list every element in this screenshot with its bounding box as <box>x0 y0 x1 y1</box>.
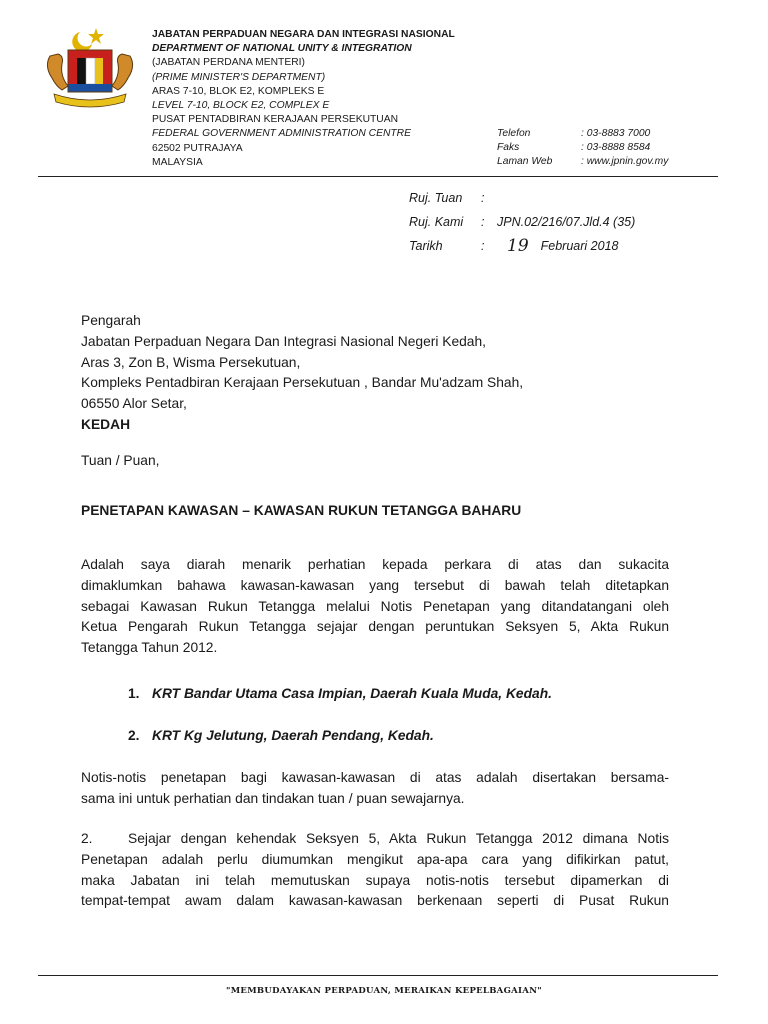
coat-of-arms-logo <box>40 26 140 108</box>
paragraph-line: Notis-notis penetapan bagi kawasan-kawasan di atas adalah disertakan bersama- <box>81 770 669 785</box>
address-state: KEDAH <box>81 416 131 432</box>
contact-row-website <box>497 155 668 169</box>
paragraph-line: dimaklumkan bahawa kawasan-kawasan yang tersebut di bawah telah ditetapkan <box>81 577 669 593</box>
paragraph-line: Penetapan adalah perlu diumumkan mengikut apa-apa cara yang difikirkan patut, <box>81 851 669 867</box>
paragraph-line <box>81 829 669 850</box>
recipient-address <box>81 311 523 436</box>
reference-block <box>409 186 635 258</box>
ref-colon: : <box>481 215 485 229</box>
list-number: 1. <box>128 686 140 701</box>
ref-row-tarikh <box>409 234 635 258</box>
paragraph-line: sama ini untuk perhatian dan tindakan tuan / puan sewajarnya. <box>81 790 465 806</box>
list-text: KRT Bandar Utama Casa Impian, Daerah Kuala Muda, Kedah. <box>152 686 552 701</box>
letterhead-line: DEPARTMENT OF NATIONAL UNITY & INTEGRATION <box>152 43 412 55</box>
letterhead-line: 62502 PUTRAJAYA <box>152 142 243 154</box>
header-divider <box>38 176 718 177</box>
paragraph-number: 2. <box>81 831 93 846</box>
letterhead-address <box>152 28 455 170</box>
contact-row-fax <box>497 141 668 155</box>
paragraph-1 <box>81 555 669 659</box>
ref-row-ruj-kami <box>409 210 635 234</box>
ref-colon: : <box>481 191 485 205</box>
address-line: Kompleks Pentadbiran Kerajaan Persekutuan , Bandar Mu'adzam Shah, <box>81 375 524 391</box>
paragraph-line: Tetangga Tahun 2012. <box>81 640 218 656</box>
letter-subject: PENETAPAN KAWASAN – KAWASAN RUKUN TETANGGA BAHARU <box>81 503 522 518</box>
paragraph-line: sebagai Kawasan Rukun Tetangga melalui Notis Penetapan yang ditandatangani oleh <box>81 598 669 614</box>
ref-label: Ruj. Kami <box>409 215 464 229</box>
contact-row-phone <box>497 127 668 141</box>
list-item <box>128 686 552 701</box>
contact-label: Faks <box>497 142 520 154</box>
letterhead-line: ARAS 7-10, BLOK E2, KOMPLEKS E <box>152 85 325 97</box>
salutation: Tuan / Puan, <box>81 453 160 468</box>
ref-label: Tarikh <box>409 239 443 253</box>
paragraph-line: Ketua Pengarah Rukun Tetangga sejajar dengan peruntukan Seksyen 5, Akta Rukun <box>81 619 669 635</box>
ref-label: Ruj. Tuan <box>409 191 463 205</box>
address-line: Pengarah <box>81 313 141 328</box>
footer-motto: "MEMBUDAYAKAN PERPADUAN, MERAIKAN KEPELBAGAIAN" <box>225 986 543 996</box>
list-number: 2. <box>128 728 140 743</box>
paragraph-line: maka Jabatan ini telah memutuskan supaya notis-notis tersebut dipamerkan di <box>81 872 669 888</box>
address-line: Aras 3, Zon B, Wisma Persekutuan, <box>81 354 301 370</box>
handwritten-day: 19 <box>507 236 529 256</box>
contact-value: : www.jpnin.gov.my <box>581 156 669 168</box>
paragraph-text: Sejajar dengan kehendak Seksyen 5, Akta Rukun Tetangga 2012 dimana Notis <box>128 831 669 846</box>
ref-colon: : <box>481 239 485 253</box>
paragraph-line: tempat-tempat awam dalam kawasan-kawasan berkenaan seperti di Pusat Rukun <box>81 893 669 909</box>
paragraph-line: Adalah saya diarah menarik perhatian kepada perkara di atas dan sukacita <box>81 557 669 572</box>
contact-label: Laman Web <box>497 156 553 168</box>
letterhead-line: (JABATAN PERDANA MENTERI) <box>152 57 305 69</box>
contact-label: Telefon <box>497 128 531 139</box>
contact-block <box>497 127 668 170</box>
letterhead-line: (PRIME MINISTER'S DEPARTMENT) <box>152 71 326 83</box>
ref-row-ruj-tuan <box>409 186 635 210</box>
contact-value: : 03-8888 8584 <box>581 142 651 154</box>
list-item <box>128 728 434 743</box>
paragraph-3 <box>81 829 669 912</box>
footer-divider <box>38 975 718 976</box>
address-line: 06550 Alor Setar, <box>81 396 187 412</box>
ref-value: Februari 2018 <box>540 239 619 253</box>
contact-value: : 03-8883 7000 <box>581 128 651 139</box>
letterhead-line: MALAYSIA <box>152 156 203 168</box>
list-text: KRT Kg Jelutung, Daerah Pendang, Kedah. <box>152 728 434 743</box>
letterhead-line: JABATAN PERPADUAN NEGARA DAN INTEGRASI NASIONAL <box>152 29 455 40</box>
letterhead-line: PUSAT PENTADBIRAN KERAJAAN PERSEKUTUAN <box>152 114 399 126</box>
address-line: Jabatan Perpaduan Negara Dan Integrasi Nasional Negeri Kedah, <box>81 333 486 349</box>
ref-value: JPN.02/216/07.Jld.4 (35) <box>497 215 636 229</box>
letterhead-line: FEDERAL GOVERNMENT ADMINISTRATION CENTRE <box>152 128 411 140</box>
paragraph-2 <box>81 768 669 810</box>
letterhead-line: LEVEL 7-10, BLOCK E2, COMPLEX E <box>152 100 330 112</box>
